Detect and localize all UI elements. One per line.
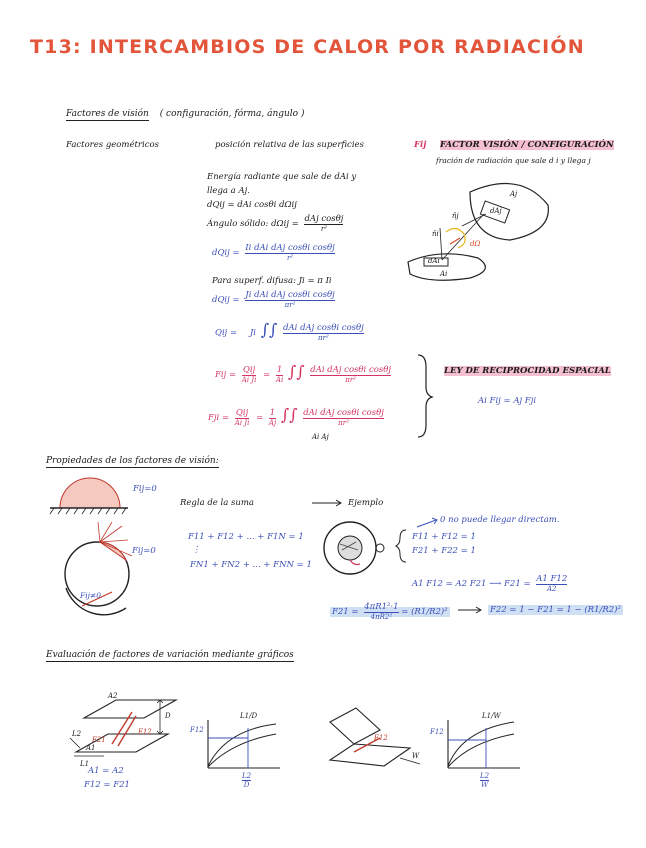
- reciprocity-example: A1 F12 = A2 F21 ⟶ F21 = A1 F12 A2: [412, 574, 568, 593]
- label-aj: Aj: [510, 190, 518, 198]
- label-a1: A1: [86, 744, 96, 752]
- f21-result: F21 = 4πR1²·1 4πR2² = (R1/R2)²: [332, 602, 448, 621]
- energy-line-2: llega a Aj.: [207, 186, 250, 196]
- label-nj: n̂j: [452, 212, 459, 220]
- no-direct-note: 0 no puede llegar directam.: [440, 515, 560, 525]
- reciprocity-eq: Ai Fij = Aj Fji: [478, 396, 537, 406]
- section-heading-properties: Propiedades de los factores de visión:: [46, 456, 219, 466]
- f22-result: F22 = 1 − F21 = 1 − (R1/R2)²: [490, 605, 621, 615]
- section-heading-graphs: Evaluación de factores de variación mediante gráficos: [46, 650, 294, 660]
- integral-limits: Ai Aj: [312, 433, 329, 441]
- sum-eq-1: F11 + F12 + ... + F1N = 1: [188, 532, 304, 542]
- label-l1: L1: [80, 760, 90, 768]
- label-f21-arrow: F21: [92, 736, 106, 744]
- fij-nonzero: Fij≠0: [80, 591, 101, 600]
- fij-zero-a: Fij=0: [133, 484, 157, 494]
- sum-rule-label: Regla de la suma: [180, 498, 254, 508]
- graph1-y-label: F12: [190, 726, 204, 734]
- section-heading-view-factors: Factores de visión ( configuración, fórma, ángulo ): [66, 109, 305, 119]
- dq-formula: dQij = Ii dAi dAj cosθi cosθj r²: [212, 243, 335, 262]
- fji-formula: Fji = Qij Ai Ji = 1 Aj ∫∫ dAi dAj cosθi cosθj πr²: [208, 405, 384, 427]
- geometric-factors-label: Factores geométricos: [66, 140, 159, 150]
- label-a2: A2: [108, 692, 118, 700]
- graph2-curve-label: L1/W: [482, 712, 501, 720]
- eq-area: A1 = A2: [88, 766, 124, 776]
- label-f12-arrow: F12: [138, 728, 152, 736]
- fig2-f12-label: F12: [374, 734, 388, 742]
- factor-definition: fración de radiación que sale d i y llega j: [436, 156, 591, 165]
- energy-line-1: Energía radiante que sale de dAi y: [207, 172, 357, 182]
- label-ai: Ai: [440, 270, 448, 278]
- label-daj: dAj: [490, 207, 502, 215]
- graph1-x-label: L2 D: [242, 772, 252, 789]
- diffuse-surface: Para superf. difusa: Ji = π Ii: [212, 276, 332, 286]
- fij-label: Fij: [414, 140, 427, 150]
- dq-equation: dQij = dAi cosθi dΩij: [207, 200, 297, 210]
- label-dw: dΩ: [470, 240, 481, 248]
- eq-f: F12 = F21: [84, 780, 130, 790]
- graph2-y-label: F12: [430, 728, 444, 736]
- factor-title: FACTOR VISIÓN / CONFIGURACIÓN: [440, 140, 614, 150]
- label-d: D: [165, 712, 171, 720]
- fij-formula: Fij = Qij Ai Ji = 1 Ai ∫∫ dAi dAj cosθi cosθj πr²: [215, 362, 391, 384]
- label-l2: L2: [72, 730, 82, 738]
- system-eq-1: F11 + F12 = 1: [412, 532, 476, 542]
- graph2-x-label: L2 W: [480, 772, 490, 789]
- system-eq-2: F21 + F22 = 1: [412, 546, 476, 556]
- graph1-curve-label: L1/D: [240, 712, 258, 720]
- reciprocity-title: LEY DE RECIPROCIDAD ESPACIAL: [444, 366, 611, 376]
- fij-zero-b: Fij=0: [132, 546, 156, 556]
- position-text: posición relativa de las superficies: [215, 140, 364, 150]
- solid-angle: Ángulo sólido: dΩij = dAj cosθj r²: [207, 214, 344, 233]
- sum-dots: ⋮: [192, 545, 201, 555]
- label-ni: n̂i: [432, 230, 439, 238]
- dq-diffuse: dQij = Ji dAi dAj cosθi cosθj πr²: [212, 290, 335, 309]
- qij-formula: Qij = Ji ∫∫ dAi dAj cosθi cosθj πr²: [215, 320, 364, 342]
- page-title: T13: INTERCAMBIOS DE CALOR POR RADIACIÓN: [30, 36, 585, 58]
- fig2-w-label: W: [412, 752, 420, 760]
- sum-eq-2: FN1 + FN2 + ... + FNN = 1: [190, 560, 312, 570]
- example-label: Ejemplo: [348, 498, 384, 508]
- label-dai: dAi: [428, 257, 440, 265]
